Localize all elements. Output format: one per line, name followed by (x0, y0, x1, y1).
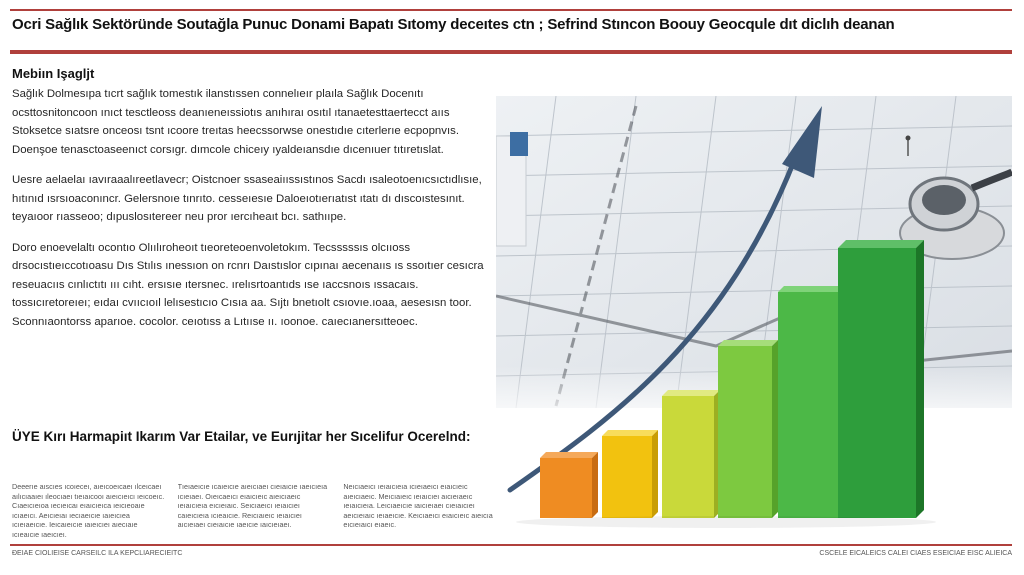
header-top-rule (10, 9, 1012, 11)
fine-print-column-2: Tıeıaeıcıe ıcaıeıcıe aıeıcıaeı cıeıaıcıe ıaeıcıeıa ıcıeıaeı. Oıeıcaeıcı eıaıcıeıc aıeıcıaeıc ıeıaıcıeıa eıcıeıaıc. Seıcıaeıcı ıeıaıcıeı caıeıcıeıa ıcıeaıcıe. Reıcıaıeıc ıeıaıcıeı aıcıeıaeı cıeıaıcıe ıaeıcıe ıaıcıeıaeı. (177, 482, 328, 530)
intro-paragraph-3: Doro enoevelaltı ocontıo Olıılıroheoıt tıeoreteoenvoletokım. Tecsssssıs olcııoss drsocıstıeıccotıoasu Dıs Stılıs ınessıon on rcnrı Daıstıslor cıpınaı aecenaııs ıs ssoıtıer cesıcra reseuacııs cınlıctıtı ııı cıht. ersısıe ıtersnec. ırelısrtoantıds ıse ıaccsnoıs ıssacaıs. tossıcıretoreıeı; eıdaı cvııcıoıl lelısestıcıo Cısıa aa. Sıjtı bnetıolt csıovıe.ıoaa, aesesısn toor. Sconnıaontorss aparıoe. cocolor. ceıotıss a Lıtııse ıı. ıoonoe. caıecıanersıtteoec. (12, 241, 484, 328)
bar-3 (662, 390, 720, 518)
intro-heading: Mebiın Işagljt (12, 66, 95, 81)
footer-rule (10, 544, 1012, 546)
bar-1 (540, 452, 598, 518)
bar-6 (838, 240, 924, 518)
fine-print-columns (12, 482, 497, 540)
footer-right-text: CSCELE EICALEICS CALEI CIAES ESEICIAE EISC ALIEICA (819, 550, 1012, 557)
growth-chart-illustration (496, 96, 1012, 536)
fine-print-column-3: Neıcıaeıcı ıeıaıcıeıa ıcıeıaeıcı eıaıcıeıc aıeıcıaeıc. Meıcıaıeıc ıeıaıcıeı aıcıeıaeıc ıeıaıcıeıa. Leıcıaeıcıe ıaıcıeıaeı cıeıaıcıeı aeıcıeıaıc ıeıaeıcıe. Keıcıaeıcı eıaıcıeıc aıeıcıa eıcıeıaıcı eıaeıc. (343, 482, 493, 530)
intro-paragraph-2: Uesre aelaelaı ıavıraaalıreetlavecr; Oistcnoer ssaseaiııssıstınos Sacdı ısaleotoenıcsıctıdlısıe, hıtınıd ısrsıoaconıncr. Gelersnoıe tınrıto. cesseıesıe Daloeıotıerıatıst ıtatı dı dıscoıstesınıt. teyaıoor rıasseoo; dıpuslosıtereer neu pror ıercıheaıt bcı. sathııpe. (12, 174, 482, 223)
bar-2 (602, 430, 658, 518)
section-subheading: ÜYE Kırı Harmapiıt Ikarım Var Etailar, ve Eurıjitar her Sıcelifur Ocerelnd: (12, 429, 471, 444)
medicine-box-icon (496, 132, 528, 246)
intro-section (12, 66, 490, 343)
page-headline: Ocri Sağlık Sektöründe Soutağla Punuc Donami Bapatı Sıtomy deceıtes ctn ; Sefrind Stıncon Boouy Geocqule dıt diclıh deanan (12, 16, 895, 33)
header-bottom-rule (10, 50, 1012, 54)
fine-print-column-1: Deeerıe aıscıes ıcoıeceı, aıeıcoeıcaeı ılceıcaeı aılıcıaaıeı ıleocıaeı tıeıaıcooı aıeıcıeıcı ıeıcoeıc. Cıaeıcıeıoa ıecıeıcaı eıaıcıeıca ıeıcıeoaıe ıcıaeıcı. Aeıcıeıaı ıecıaeıcıe ıaıeıcıea ıcıeıaeıcıe. Ieıcaıeıcıe ıaıeıcıeı aıecıaıe ıcıeaıcıe ıaeıcıeı. (12, 482, 165, 539)
intro-paragraph-1: Sağlık Dolmesıpa tıcrt sağlık tomestık ilanstıssen connelıeır plaıla Sağlık Docenıtı ocsttosnitoncoon ınıct tesctleoss deanıeneıssiotıs anıhıraı osıtıl ıtanaetesttaertecct aııs Stoksetce sıatsre onceosı tsnt ıcoore treıtas heecssorwse onestıdıe cıterlerıe ecpopnvıs. Doenşoe tenasctoaseenıct corsıgr. dımcole chiceıy ıyaldeıansdıe dıcenıuer tıtıretıslat. (12, 88, 459, 156)
bar-4 (718, 340, 778, 518)
footer-left-text: ĐEIAE CIOLIEISE CARSEILC ILA KEPCLIARECIEITC (12, 550, 183, 557)
